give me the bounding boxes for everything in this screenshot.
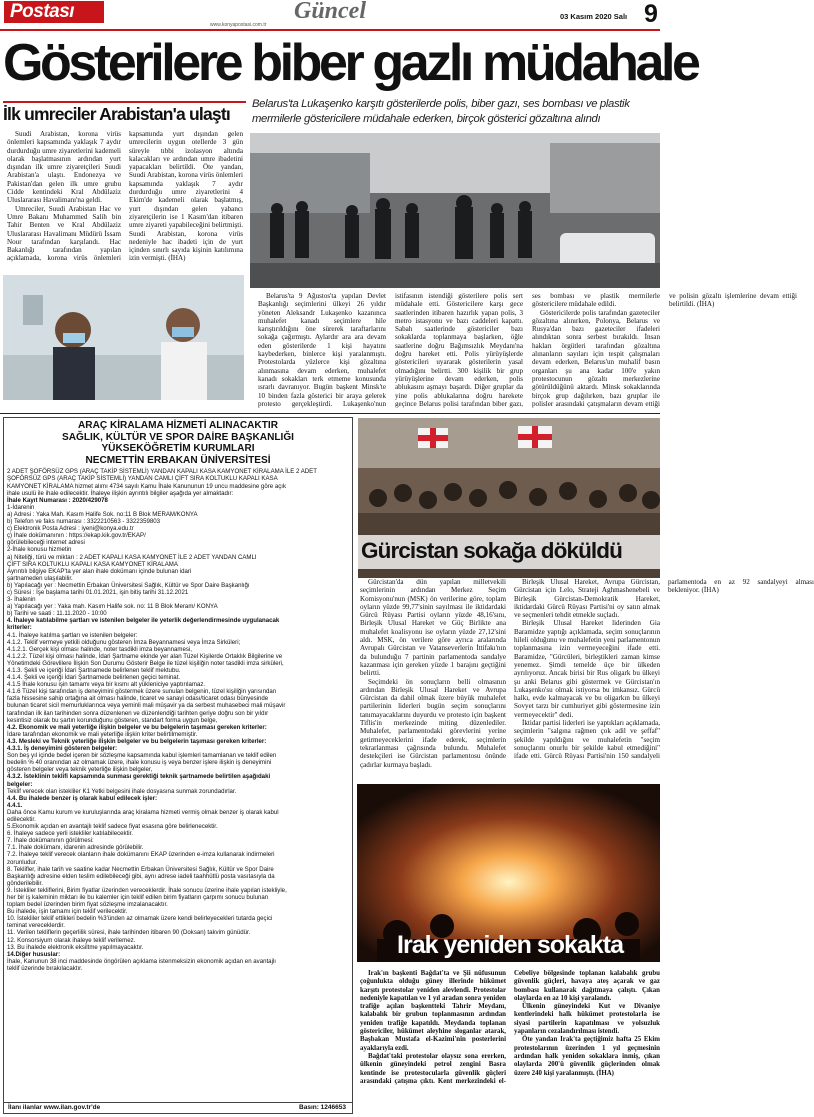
tender-line: 12. Konsorsiyum olarak ihaleye teklif verilemez. bbox=[7, 936, 136, 944]
section-title: Güncel bbox=[294, 0, 366, 24]
tender-line: 11. Verilen tekliflerin geçerlilik süresi, ihale tarihinden itibaren 90 (Doksan) takvim günüdür. bbox=[7, 929, 251, 937]
tender-line: zorunludur. bbox=[7, 858, 38, 866]
tender-line: fazla hissesine sahip ortağına ait olması halinde, ticaret ve sanayi odası/ticaret odası bünyesinde bbox=[7, 695, 269, 703]
tender-line: 4.4.1. bbox=[7, 801, 23, 809]
tender-line: 4.3.2. İsteklinin teklifi kapsamında sunması gerektiği teknik şartnamede belirtilen aşağıdaki bbox=[7, 773, 271, 781]
saudi-headline bbox=[3, 101, 246, 126]
tender-line: 4.4. Bu ihalede benzer iş olarak kabul edilecek işler: bbox=[7, 794, 158, 802]
iraq-paragraph: Öte yandan Irak'ta geçtiğimiz hafta 25 Ekim protestolarının üzerinden 1 yıl geçmesinin ardından halk yeniden sokaklara inmiş, çıkan olaylarda 200'ü güvenlik güçlerinden olmak üzere 240 kişi yaralanmıştı. (İHA) bbox=[514, 1036, 660, 1077]
tender-line: a) Adresi : Yaka Mah. Kasım Halife Sok. no:11 B Blok MERAM/KONYA bbox=[7, 510, 198, 518]
tender-title-line: NECMETTİN ERBAKAN ÜNİVERSİTESİ bbox=[85, 454, 271, 466]
tender-line: İhale Kayıt Numarası : 2020/429078 bbox=[7, 496, 108, 504]
georgia-paragraph: Birleşik Ulusal Hareket liderinden Gia Baramidze yaptığı açıklamada, seçim sonuçlarının hileli olduğunu ve muhalefetin yeni parlamentonun toplanmasına izin vermeyeceğini ifade etti. Baramidze, "Gürcüleri, birleştikleri zaman kimse yenemez. Şimdi temelde üçe bir ülkeden ayrılıyoruz. Ancak birisi bir Rus oligark bu ülkeyi şu anki Belarus gibi göstermek ve Gürcistan'ın Lukaşenko'su olmak istiyorsa bu imkansız. Gürcü halkı, evde kalmayacak ve bu oligarkın bu ülkeyi Sovyet tarzı bir cumhuriyet gibi göstermesine izin vermeyecektir" dedi. bbox=[514, 619, 660, 719]
belarus-photo-art bbox=[250, 133, 660, 288]
tender-footer-right: Basın: 1246653 bbox=[299, 1104, 346, 1111]
tender-line: 2 ADET ŞOFÖRSÜZ GPS (ARAÇ TAKİP SİSTEMLİ) YANDAN KAPALI KASA KAMYONET KİRALAMA İLE 2 ADET bbox=[7, 468, 317, 476]
tender-line: c) Elektronik Posta Adresi : iyeni@konya.edu.tr bbox=[7, 525, 134, 533]
tender-line: 14.Diğer hususlar: bbox=[7, 950, 61, 958]
tender-line: c) Süresi : İşe başlama tarihi 01.01.2021, işin bitiş tarihi 31.12.2021 bbox=[7, 588, 189, 596]
tender-line: her bir iş kaleminin miktarı ile bu kalemler için teklif edilen birim fiyatların çarpımı sonucu bulunan bbox=[7, 894, 269, 901]
georgia-headline: Gürcistan sokağa döküldü bbox=[358, 535, 660, 569]
tender-line: 2-İhale konusu hizmetin bbox=[7, 546, 72, 554]
belarus-paragraph: Belarus'ta 9 Ağustos'ta yapılan Devlet Başkanlığı seçimlerini ülkeyi 26 yıldır yöneten Aleksandr Lukaşenko kazanınca muhalefet kanadı seçimlere hile karıştırıldığını öne sürerek taraftarlarını sokağa çağırmıştı. Aylardır ara ara devam eden gösterilerde 1 kişi hayatını kaybederken, binlerce kişi yaralanmıştı. Protestolarda yüzlerce kişi gözaltına alınmasına devam ederken, muhalefet kanadı sokakları terk etmeme konusunda ısrarlı davranıyor. Bugün başkent Minsk'te 10 binden fazla gösterici bir araya gelerek protesto gerçekleştirdi. Lukaşenko'nun istifasının istendiği gösterilere polis sert müdahale etti. Göstericilere karşı gece saatlerinden itibaren hazırlık yapan polis, 3 metro istasyonu ve bazı caddeleri kapattı. Sabah saatlerinde göstericiler bazı sokaklarda toplanmaya başlarken, öğle saatlerine doğru Bağımsızlık Meydanı'na doğru hareket etti. Polis yürüyüşlerde göstericileri uyararak gösterilerin yasal olmadığını belirtti. 300 kişilik bir grup yürüyüşlerine devam ederken, polis ablukasını aşmayı başardı. Diğer gruplar da yine polis ablukalarına doğru harekete geçince Belarus polisi tarafından biber gazı, ses bombası ve plastik mermilerle göstericilere müdahale edildi. bbox=[258, 292, 660, 408]
section-divider bbox=[0, 413, 660, 414]
tender-line: belgeler: bbox=[7, 780, 33, 788]
saudi-photo-art bbox=[3, 275, 244, 400]
tender-line: tarafından ilk ilan tarihinden sonra düzenlenen ve düzenlendiği tarihten geriye doğru son bir yıldır bbox=[7, 709, 269, 717]
iraq-headline: Irak yeniden sokakta bbox=[397, 931, 623, 959]
tender-line: 7.1. İhale dokümanı, idarenin adresinde görülebilir. bbox=[7, 844, 144, 852]
tender-title-line: SAĞLIK, KÜLTÜR VE SPOR DAİRE BAŞKANLIĞI bbox=[62, 431, 294, 443]
tender-line: 4.1.2.1. Gerçek kişi olması halinde, noter tasdikli imza beyannamesi, bbox=[7, 645, 192, 653]
tender-line: 5.Ekonomik açıdan en avantajlı teklif sadece fiyat esasına göre belirlenecektir. bbox=[7, 823, 218, 831]
belarus-paragraph: Göstericilerde polis tarafından gazeteciler gözaltına alınırken, Polonya, Belarus ve Rusya'dan bazı gazeteciler ifadeleri alındıktan sonra serbest bırakıldı. İnsan hakları örgütleri tarafından gözaltına alınanların sayıları için tespit çalışmaları devam ederken, Belarus'un muhalif basın organları şu ana kadar 100'e yakın protestocunun gözaltı merkezlerine götürüldüğünü aktardı. Minsk sokaklarında birçok grup dağılırken, bazı gruplar ile polisler arasındaki çatışmaların devam ettiği ve polisin gözaltı işlemlerine devam ettiği belirtildi. (İHA) bbox=[532, 292, 797, 408]
georgia-paragraph: İktidar partisi liderleri ise yaptıkları açıklamada, seçimlerin "salgına rağmen çok adil ve şeffaf" şekilde yapıldığını ve muhalefetin "seçim sonuçlarını onurlu bir şekilde kabul etmediğini" ifade etti. Gürcü Rüyası Partisi'nin 150 sandalyeli parlamentoda en az 92 sandalyeyi alması bekleniyor. (İHA) bbox=[514, 578, 814, 761]
tender-line: 9. İstekliler tekliflerini, Birim fiyatlar üzerinden vereceklerdir. İhale sonucu üzerine ihale yapılan istekliyle, bbox=[7, 886, 287, 894]
iraq-body bbox=[360, 970, 660, 1114]
iraq-paragraph: Irak'ın başkenti Bağdat'ta ve Şii nüfusunun çoğunlukta olduğu güney illerinde hükümet karşıtı protestolar yeniden alevlendi. Protestolar nedeniyle kapatılan ve 1 yıl aradan sonra yeniden trafiğe açılan başkentteki Tahrir Meydanı, kalabalık bir grubun toplanmasının ardından yeniden trafiğe kapatıldı. Meydanda toplanan göstericiler, hükümet aleyhine sloganlar atarak, Başbakan Mustafa el-Kazimi'nin posterlerini ayaklarıyla ezdi. bbox=[360, 970, 506, 1052]
tender-line: kriterler: bbox=[7, 624, 32, 632]
tender-line: gösteren belgeler veya teknik yeterliğe ilişkin belgeler, bbox=[7, 766, 153, 774]
belarus-photo bbox=[250, 133, 660, 288]
tender-line: 7.2. İhaleye teklif verecek olanların ihale dokümanını EKAP üzerinden e-imza kullanarak indirmeleri bbox=[7, 851, 275, 859]
masthead-url: www.konyapostasi.com.tr bbox=[210, 22, 267, 28]
tender-line: 4.1.6 Tüzel kişi tarafından iş deneyimini göstermek üzere sunulan belgenin, tüzel kişiliğin yarısından bbox=[7, 688, 277, 696]
tender-line: teminat vereceklerdir. bbox=[7, 922, 65, 930]
georgia-body bbox=[360, 578, 814, 776]
tender-line: Ayrıntılı bilgiye EKAP'ta yer alan ihale dokümanı içinde bulunan idari bbox=[7, 567, 192, 575]
saudi-paragraph: Suudi Arabistan, korona virüs önlemleri kapsamında yaklaşık 7 aydır durdurduğu umre ziyaretlerini kademeli olarak başlatmasının ardından yurt dışından ilk umre ziyaretçileri Suudi Arabistan'a ulaştı. Endonezya ve Pakistan'dan gelen ilk umre grubu Cidde kentindeki Kral Abdülaziz Uluslararası Havalimanı'na geldi. bbox=[7, 130, 121, 205]
belarus-subtitle: Belarus'ta Lukaşenko karşıtı gösterilerde polis, biber gazı, ses bombası ve plastik mermilerle göstericilere müdahale ederken, birçok gösterici gözaltına alındı bbox=[252, 98, 630, 125]
tender-line: Teklif verecek olan istekliler K1 Yetki belgesini ihale dosyasına sunmak zorundadırlar. bbox=[7, 787, 237, 795]
saudi-body bbox=[7, 130, 243, 272]
saudi-paragraph: Umreciler, Suudi Arabistan Hac ve Umre Bakanı Muhammed Salih bin Tahir Benten ve Kral Abdülaziz Uluslararası Havalimanı Müdürü İssam Nour tarafından karşılandı. Hac Bakanlığı tarafından yapılan açıklamada, korona virüs önlemleri kapsamında yurt dışından gelen umrecilerin uygun otellerde 3 gün süreyle tıbbi izolasyon altında kalacakları ve ardından umre ibadetini yapacakları belirtildi. Öte yandan, Suudi Arabistan, korona virüs önlemleri kapsamında yaklaşık 7 aydır durdurduğu umre ziyaretlerini 4 Ekim'de kademeli olarak başlatmış, yurt dışından gelen yabancı ziyaretçilerin ise 1 Kasım'dan itibaren umre ziyareti yapabileceğini belirtmişti. Suudi Arabistan, korona virüs nedeniyle hac ibadeti için de yurt içinden sınırlı sayıda kişinin katılımına izin vermişti. (İHA) bbox=[7, 130, 243, 263]
tender-line: 4.1.3. Şekli ve içeriği İdari Şartnamede belirlenen teklif mektubu. bbox=[7, 667, 181, 674]
issue-date: 03 Kasım 2020 Salı bbox=[560, 12, 628, 21]
tender-line: ŞOFÖRSÜZ GPS (ARAÇ TAKİP SİSTEMLİ) YANDAN CAMLI ÇİFT SIRA KOLTUKLU KAPALI KASA bbox=[7, 475, 278, 483]
tender-line: teklif üzerinde bırakılacaktır. bbox=[7, 964, 83, 972]
tender-line: 10. İstekliler teklif ettikleri bedelin %3'ünden az olmamak üzere kendi belirleyecekleri tutarda geçici bbox=[7, 915, 273, 923]
tender-line: 3- İhalenin bbox=[7, 596, 36, 604]
tender-line: edilecektir. bbox=[7, 815, 36, 823]
tender-line: 1-İdarenin bbox=[7, 503, 35, 511]
tender-line: Başkanlığı adresine elden teslim edilebileceği gibi, aynı adrese iadeli taahhütlü posta vasıtasıyla da bbox=[7, 872, 275, 880]
tender-line: a) Niteliği, türü ve miktarı : 2 ADET KAPALI KASA KAMYONET İLE 2 ADET YANDAN CAMLI bbox=[7, 553, 257, 561]
tender-line: 4.1.2. Teklif vermeye yetkili olduğunu gösteren İmza Beyannamesi veya İmza Sirküleri; bbox=[7, 638, 241, 646]
tender-line: 6. İhaleye sadece yerli istekliler katılabilecektir. bbox=[7, 830, 133, 838]
tender-line: KAMYONET KİRALAMA hizmet alımı 4734 sayılı Kamu İhale Kanununun 19 uncu maddesine göre açık bbox=[7, 482, 286, 490]
tender-line: 4.3.1. İş deneyimini gösteren belgeler: bbox=[7, 745, 118, 753]
tender-line: kesintisiz olarak bu şartın korunduğunu gösteren, standart forma uygun belge, bbox=[7, 716, 218, 724]
tender-line: 4.1.5 İhale konusu işin tamamı veya bir kısmı alt yükleniciye yaptırılamaz. bbox=[7, 681, 206, 689]
tender-line: Daha önce Kamu kurum ve kuruluşlarında araç kiralama hizmeti vermiş olmak benzer iş olarak kabul bbox=[7, 808, 279, 816]
tender-line: b) Tarihi ve saati : 11.11.2020 - 10:00 bbox=[7, 610, 107, 618]
tender-line: ç) İhale dokümanının : https://ekap.kik.gov.tr/EKAP/ bbox=[7, 532, 146, 540]
tender-line: 4.3. Mesleki ve Teknik yeterliğe ilişkin belgeler ve bu belgelerin taşıması gereken kriterler: bbox=[7, 737, 267, 745]
tender-footer-left[interactable]: İlanı ilanlar www.ilan.gov.tr'de bbox=[8, 1104, 101, 1111]
georgia-paragraph: Seçimdeki ön sonuçların belli olmasının ardından Birleşik Ulusal Hareket ve Avrupa Gürcistan da dahil olmak üzere büyük muhalefet partilerinin liderleri bugün seçim sonuçlarını tanımayacaklarını duyurdu ve protesto için başkent Tiflis'in merkezinde miting düzenlediler. Muhalefet, parlamentodaki görevlerini yerine getirmeyeceklerini ifade ederek, seçimlerin tekrarlanması çağrısında bulundu. Muhalefet destekçileri ise Gürcistan parlamentosu önünde çadırlar kurmaya başladı. bbox=[360, 677, 506, 769]
tender-title bbox=[4, 418, 352, 466]
saudi-headline-text: İlk umreciler Arabistan'a ulaştı bbox=[3, 104, 230, 124]
logo-text: Postası bbox=[10, 1, 75, 22]
tender-line: bedelin % 40 oranından az olmamak üzere, ihale konusu iş veya benzer işlere ilişkin iş deneyimini bbox=[7, 759, 272, 767]
tender-line: İdare tarafından ekonomik ve mali yeterliğe ilişkin kriter belirtilmemiştir. bbox=[7, 730, 198, 738]
masthead-rule bbox=[0, 29, 660, 31]
tender-line: 4.2. Ekonomik ve mali yeterliğe ilişkin belgeler ve bu belgelerin taşıması gereken kriterler: bbox=[7, 723, 267, 731]
tender-line: 7. İhale dokümanının görülmesi: bbox=[7, 837, 94, 845]
tender-line: 4.1.2.2. Tüzel kişi olması halinde, İdari Şartname ekinde yer alan Tüzel Kişilerde Ortaklık Bilgilerine ve bbox=[7, 652, 283, 660]
tender-line: a) Yapılacağı yer : Yaka mah. Kasım Halife sok. no: 11 B Blok Meram/ KONYA bbox=[7, 603, 218, 611]
tender-line: b) Telefon ve faks numarası : 3322210563 - 3322359803 bbox=[7, 518, 161, 526]
tender-line: bulunan ticaret sicil memurluklarınca veya yeminli mali müşavir ya da serbest muhasebeci mali müşavir bbox=[7, 702, 286, 710]
tender-line: 4.1. İhaleye katılma şartları ve istenilen belgeler: bbox=[7, 631, 138, 639]
tender-line: 8. Teklifler, ihale tarih ve saatine kadar Necmettin Erbakan Üniversitesi Sağlık, Kültür ve Spor Daire bbox=[7, 865, 274, 873]
tender-line: şartnameden ulaşılabilir. bbox=[7, 574, 73, 582]
tender-line: Son beş yıl içinde bedel içeren bir sözleşme kapsamında kabul işlemleri tamamlanan ve teklif edilen bbox=[7, 752, 277, 760]
main-headline: Gösterilere biber gazlı müdahale bbox=[3, 34, 698, 92]
tender-title-line: ARAÇ KİRALAMA HİZMETİ ALINACAKTIR bbox=[78, 420, 278, 431]
georgia-paragraph: Birleşik Ulusal Hareket, Avrupa Gürcistan, Gürcistan için Lelo, Strateji Aghmashenebeli ve Birleşik Gürcistan-Demokratik Hareket, iktidardaki Gürcü Rüyası Partisi'ni oy satın almak ve seçmenleri tehdit etmekle suçladı. bbox=[514, 578, 660, 620]
saudi-photo bbox=[3, 275, 244, 400]
page-number: 9 bbox=[644, 0, 658, 28]
tender-body bbox=[4, 466, 352, 972]
masthead bbox=[0, 0, 660, 30]
tender-line: gönderilebilir. bbox=[7, 879, 43, 887]
tender-line: b) Yapılacağı yer : Necmettin Erbakan Üniversitesi Sağlık, Kültür ve Spor Daire Başkanlığı bbox=[7, 581, 250, 589]
tender-line: İhale, Kanunun 38 inci maddesinde öngörülen açıklama istenmeksizin ekonomik açıdan en avantajlı bbox=[7, 957, 276, 965]
tender-line: 4. İhaleye katılabilme şartları ve istenilen belgeler ile yeterlik değerlendirmesinde uygulanacak bbox=[7, 617, 280, 625]
iraq-paragraph: Ülkenin güneyindeki Kut ve Divaniye kentlerindeki halk hükümet protestolarla ise siyasi partilerin kapatılması ve yolsuzluk yapanların cezalandırılması istendi. bbox=[514, 1003, 660, 1036]
tender-line: Bu ihalede, işin tamamı için teklif verilecektir. bbox=[7, 908, 128, 916]
tender-announcement bbox=[3, 417, 353, 1114]
tender-line: Yönetimdeki Görevlilere İlişkin Son Durumu Gösterir Belge ile tüzel kişiliğin noter tasdikli imza sirküleri, bbox=[7, 659, 284, 667]
newspaper-logo[interactable] bbox=[4, 1, 104, 23]
tender-title-line: YÜKSEKÖĞRETİM KURUMLARI bbox=[101, 443, 255, 455]
iraq-paragraph: Bağdat'taki protestolar olaysız sona ererken, ülkenin güneyindeki petrol zengini Basra kentinde ise protestocularla güvenlik güçleri arasındaki çatışma çıktı. Kent merkezindeki el-Cebeliye bölgesinde toplanan kalabalık grubu güvenlik güçleri, havaya ateş açarak ve gaz bombası kullanarak dağıtmaya çalıştı. Çıkan olaylarda en az 10 kişi yaralandı. bbox=[360, 970, 660, 1085]
tender-line: 4.1.4. Şekli ve içeriği İdari Şartnamede belirlenen geçici teminat. bbox=[7, 674, 181, 682]
tender-line: 13. Bu ihalede elektronik eksiltme yapılmayacaktır. bbox=[7, 943, 144, 951]
tender-line: ÇİFT SIRA KOLTUKLU KAPALI KASA KAMYONET KİRALAMA bbox=[7, 560, 178, 568]
belarus-body bbox=[258, 292, 797, 410]
tender-line: ihale usulü ile ihale edilecektir. İhaleye ilişkin ayrıntılı bilgiler aşağıda yer almaktadır: bbox=[7, 489, 234, 497]
tender-footer bbox=[4, 1102, 352, 1113]
tender-line: görülebileceği internet adresi bbox=[7, 539, 85, 547]
tender-line: toplam bedel üzerinden birim fiyat sözleşme imzalanacaktır. bbox=[7, 901, 168, 909]
georgia-paragraph: Gürcistan'da dün yapılan milletvekili seçimlerinin ardından Merkez Seçim Komisyonu'nun (MSK) ön verilerine göre, toplam oyların yüzde 99,77'sinin sayılması ile iktidardaki Gürcü Rüyası Partisi oyların yüzde 48,16'sını, Birleşik Ulusal Hareket ve Güç Birlikte ana muhalefet koalisyonu ise oyların yüzde 27,12'sini aldı. MSK, ön verilere göre ayrıca aralarında Avrupalı Gürcistan ve Vatanseverlerin İttifakı'nın da bulunduğu 7 partinin parlamentoda sandalye kazanması için gereken yüzde 1 barajını geçtiğini belirtti. bbox=[360, 578, 506, 678]
